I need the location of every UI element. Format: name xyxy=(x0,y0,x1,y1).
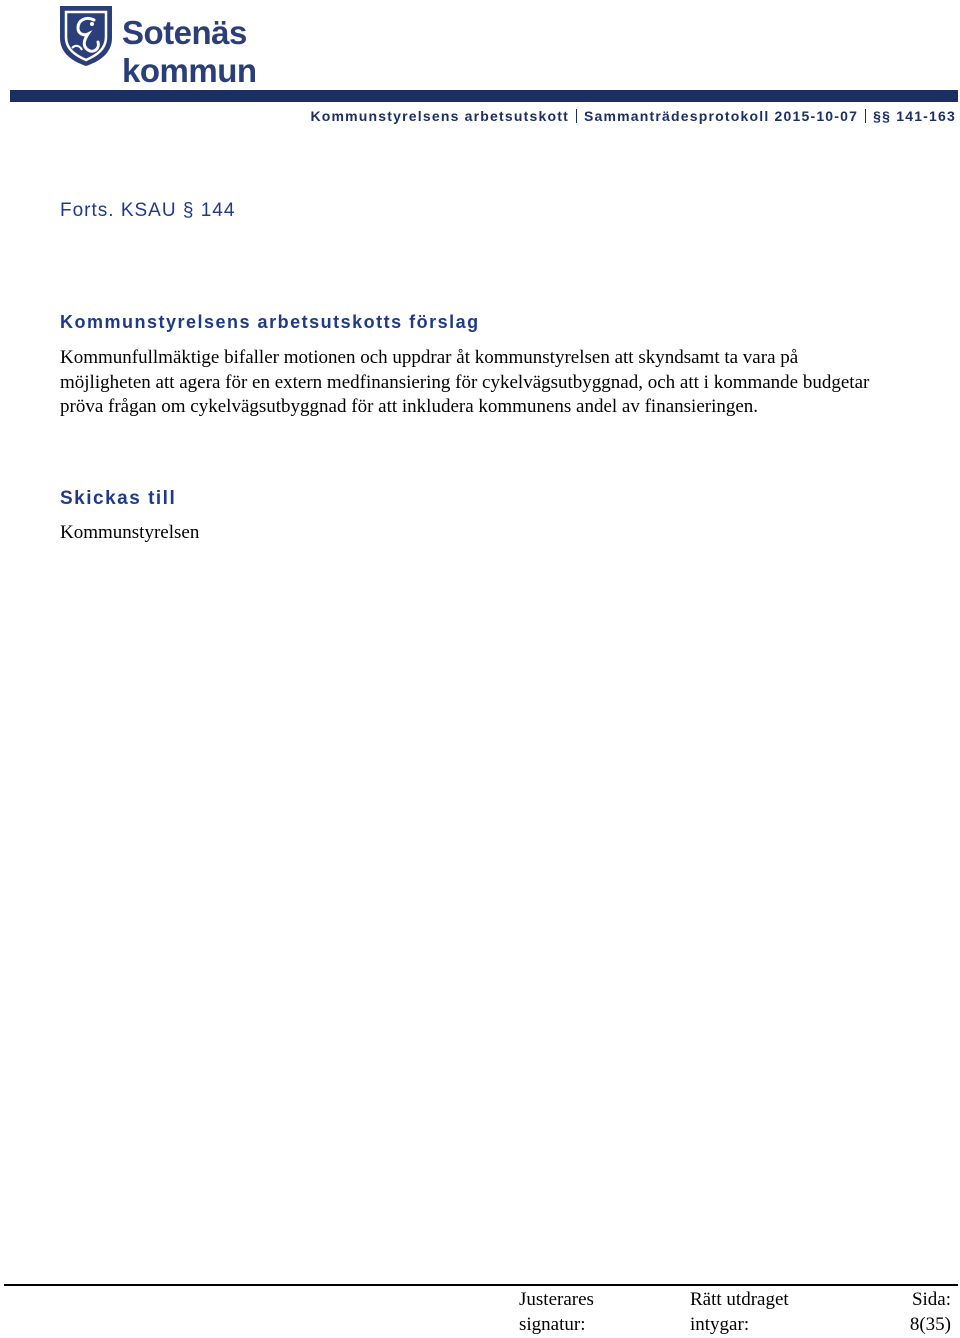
logo-wordmark: Sotenäs kommun xyxy=(122,14,257,89)
header-section-sign: § xyxy=(873,108,883,124)
header-body-name: Kommunstyrelsens arbetsutskott xyxy=(310,108,569,124)
header-divider xyxy=(865,109,866,123)
proposal-text: Kommunfullmäktige bifaller motionen och uppdrar åt kommunstyrelsen att skyndsamt ta vara på möjligheten att agera för en extern medfinansiering för cykelvägsutbyggnad, och att i kommande budgetar pröva frågan om cykelvägsutbyggnad för att inkludera kommunens andel av finansieringen. xyxy=(60,347,870,417)
proposal-heading: Kommunstyrelsens arbetsutskotts förslag xyxy=(60,312,480,332)
header-date: 2015-10-07 xyxy=(774,108,859,124)
shield-crest-icon xyxy=(58,4,114,68)
section-label: Forts. KSAU § 144 xyxy=(60,200,236,221)
header-divider xyxy=(576,109,577,123)
header-bar xyxy=(10,90,958,102)
sent-to-recipient: Kommunstyrelsen xyxy=(60,522,200,543)
sent-to-heading: Skickas till xyxy=(60,488,177,509)
sotenas-logo xyxy=(58,4,378,89)
footer-page-number: Sida: 8(35) xyxy=(909,1289,951,1335)
footer-rule xyxy=(4,1284,958,1286)
footer-adjuster-signature: Justerares signatur: xyxy=(519,1289,594,1335)
document-header xyxy=(310,108,956,124)
header-paragraphs: § 141-163 xyxy=(882,108,956,124)
footer-certified-extract: Rätt utdraget intygar: xyxy=(690,1289,789,1335)
header-document-type: Sammanträdesprotokoll xyxy=(583,108,770,124)
